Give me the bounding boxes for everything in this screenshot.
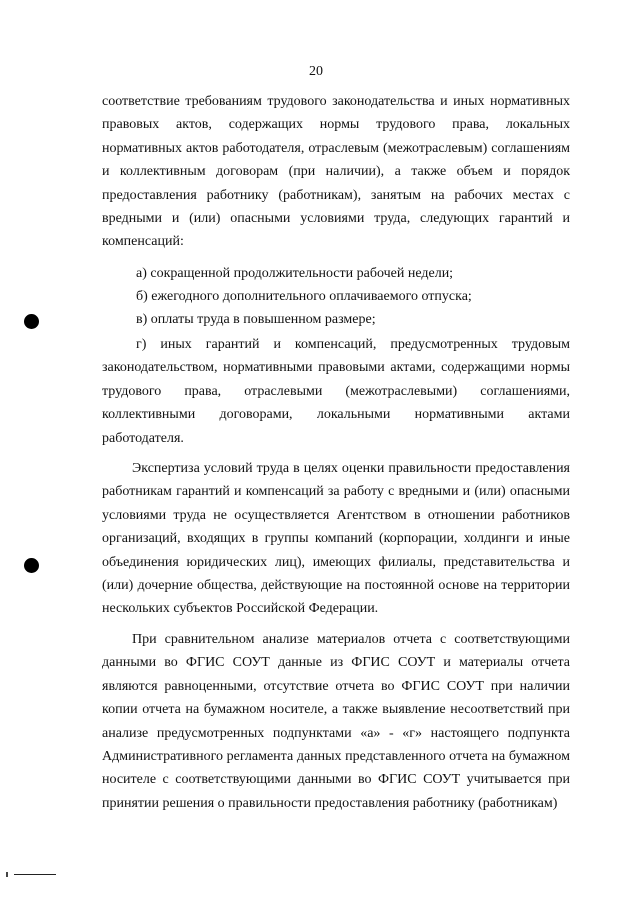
paragraph-requirements: соответствие требованиям трудового законодательства и иных нормативных правовых актов, содержащих нормы трудового права, локальных нормативных актов работодателя, отраслевым (межотраслевым) соглашениям и коллективным договорам (при наличии), а также объем и порядок предоставления работнику (работникам), занятым на рабочих местах с вредными и (или) опасными условиями труда, следующих гарантий и компенсаций: (102, 94, 570, 250)
scan-bottom-line (14, 874, 56, 875)
list-item-a: а) сокращенной продолжительности рабочей недели; (136, 266, 454, 281)
scan-corner-mark (6, 872, 8, 877)
list-item-b: б) ежегодного дополнительного оплачиваемого отпуска; (136, 289, 472, 304)
list-item-g: г) иных гарантий и компенсаций, предусмотренных трудовым законодательством, нормативными правовыми актами, содержащими нормы трудового права, отраслевыми (межотраслевыми) соглашениями, коллективными договорами, локальными нормативными актами работодателя. (102, 337, 570, 446)
page-number: 20 (309, 64, 323, 79)
binder-hole-top (24, 314, 39, 329)
list-item-v: в) оплаты труда в повышенном размере; (136, 312, 376, 327)
binder-hole-bottom (24, 558, 39, 573)
paragraph-comparative-analysis: При сравнительном анализе материалов отчета с соответствующими данными во ФГИС СОУТ данные из ФГИС СОУТ и материалы отчета являются равноценными, отсутствие отчета во ФГИС СОУТ при наличии копии отчета на бумажном носителе, а также выявление несоответствий при анализе предусмотренных подпунктами «а» - «г» настоящего подпункта Административного регламента данных представленного отчета на бумажном носителе с соответствующими данными во ФГИС СОУТ учитывается при принятии решения о правильности предоставления работнику (работникам) (102, 632, 570, 811)
paragraph-expertise: Экспертиза условий труда в целях оценки правильности предоставления работникам гарантий и компенсаций за работу с вредными и (или) опасными условиями труда не осуществляется Агентством в отношении работников организаций, входящих в группы компаний (корпорации, холдинги и иные объединения юридических лиц), имеющих филиалы, представительства и (или) дочерние общества, действующие на постоянной основе на территории нескольких субъектов Российской Федерации. (102, 461, 570, 617)
